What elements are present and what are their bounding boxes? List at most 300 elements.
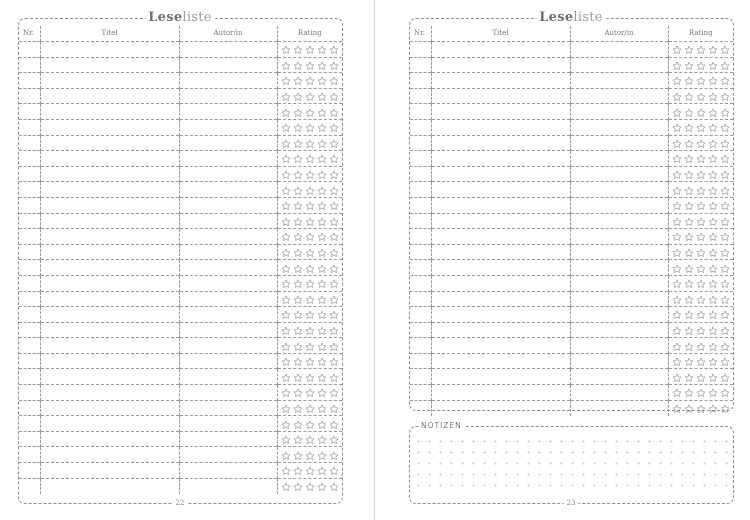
- title-cell[interactable]: [40, 260, 179, 276]
- title-cell[interactable]: [431, 182, 570, 198]
- star-icon[interactable]: [317, 186, 327, 196]
- star-icon[interactable]: [696, 154, 706, 164]
- nr-cell[interactable]: [410, 338, 431, 354]
- star-icon[interactable]: [281, 264, 291, 274]
- star-icon[interactable]: [281, 139, 291, 149]
- star-icon[interactable]: [317, 279, 327, 289]
- title-cell[interactable]: [431, 151, 570, 167]
- star-icon[interactable]: [281, 326, 291, 336]
- star-icon[interactable]: [696, 388, 706, 398]
- author-cell[interactable]: [570, 119, 668, 135]
- star-icon[interactable]: [305, 466, 315, 476]
- nr-cell[interactable]: [19, 416, 40, 432]
- star-icon[interactable]: [684, 295, 694, 305]
- star-icon[interactable]: [281, 482, 291, 492]
- title-cell[interactable]: [40, 307, 179, 323]
- author-cell[interactable]: [179, 416, 277, 432]
- author-cell[interactable]: [179, 104, 277, 120]
- star-icon[interactable]: [305, 186, 315, 196]
- nr-cell[interactable]: [19, 463, 40, 479]
- author-cell[interactable]: [179, 213, 277, 229]
- star-icon[interactable]: [672, 123, 682, 133]
- author-cell[interactable]: [179, 431, 277, 447]
- nr-cell[interactable]: [410, 151, 431, 167]
- nr-cell[interactable]: [410, 197, 431, 213]
- star-icon[interactable]: [696, 279, 706, 289]
- star-icon[interactable]: [720, 357, 730, 367]
- title-cell[interactable]: [431, 260, 570, 276]
- star-icon[interactable]: [305, 170, 315, 180]
- star-icon[interactable]: [696, 310, 706, 320]
- star-icon[interactable]: [720, 108, 730, 118]
- title-cell[interactable]: [431, 213, 570, 229]
- star-icon[interactable]: [329, 108, 339, 118]
- star-icon[interactable]: [329, 248, 339, 258]
- nr-cell[interactable]: [19, 447, 40, 463]
- nr-cell[interactable]: [410, 260, 431, 276]
- star-icon[interactable]: [281, 279, 291, 289]
- nr-cell[interactable]: [19, 57, 40, 73]
- star-icon[interactable]: [293, 201, 303, 211]
- nr-cell[interactable]: [19, 275, 40, 291]
- star-icon[interactable]: [329, 420, 339, 430]
- star-icon[interactable]: [672, 342, 682, 352]
- star-icon[interactable]: [305, 139, 315, 149]
- nr-cell[interactable]: [19, 88, 40, 104]
- title-cell[interactable]: [40, 369, 179, 385]
- star-icon[interactable]: [305, 342, 315, 352]
- title-cell[interactable]: [40, 338, 179, 354]
- nr-cell[interactable]: [410, 229, 431, 245]
- star-icon[interactable]: [720, 295, 730, 305]
- star-icon[interactable]: [720, 45, 730, 55]
- title-cell[interactable]: [40, 463, 179, 479]
- star-icon[interactable]: [696, 373, 706, 383]
- star-icon[interactable]: [672, 139, 682, 149]
- title-cell[interactable]: [40, 135, 179, 151]
- nr-cell[interactable]: [19, 182, 40, 198]
- star-icon[interactable]: [329, 295, 339, 305]
- title-cell[interactable]: [431, 57, 570, 73]
- star-icon[interactable]: [281, 123, 291, 133]
- star-icon[interactable]: [329, 342, 339, 352]
- star-icon[interactable]: [293, 154, 303, 164]
- star-icon[interactable]: [281, 201, 291, 211]
- star-icon[interactable]: [672, 295, 682, 305]
- star-icon[interactable]: [293, 108, 303, 118]
- star-icon[interactable]: [281, 92, 291, 102]
- star-icon[interactable]: [708, 154, 718, 164]
- nr-cell[interactable]: [19, 166, 40, 182]
- star-icon[interactable]: [293, 217, 303, 227]
- star-icon[interactable]: [672, 388, 682, 398]
- author-cell[interactable]: [179, 166, 277, 182]
- star-icon[interactable]: [317, 326, 327, 336]
- title-cell[interactable]: [40, 166, 179, 182]
- title-cell[interactable]: [431, 400, 570, 416]
- author-cell[interactable]: [570, 88, 668, 104]
- star-icon[interactable]: [708, 342, 718, 352]
- star-icon[interactable]: [720, 326, 730, 336]
- nr-cell[interactable]: [19, 431, 40, 447]
- star-icon[interactable]: [305, 45, 315, 55]
- star-icon[interactable]: [317, 139, 327, 149]
- star-icon[interactable]: [329, 61, 339, 71]
- author-cell[interactable]: [179, 229, 277, 245]
- title-cell[interactable]: [40, 229, 179, 245]
- nr-cell[interactable]: [19, 385, 40, 401]
- nr-cell[interactable]: [410, 307, 431, 323]
- title-cell[interactable]: [40, 291, 179, 307]
- author-cell[interactable]: [570, 57, 668, 73]
- star-icon[interactable]: [696, 108, 706, 118]
- star-icon[interactable]: [317, 154, 327, 164]
- star-icon[interactable]: [329, 435, 339, 445]
- star-icon[interactable]: [708, 404, 718, 414]
- star-icon[interactable]: [317, 248, 327, 258]
- star-icon[interactable]: [720, 388, 730, 398]
- star-icon[interactable]: [305, 201, 315, 211]
- title-cell[interactable]: [40, 182, 179, 198]
- star-icon[interactable]: [281, 388, 291, 398]
- star-icon[interactable]: [672, 154, 682, 164]
- star-icon[interactable]: [293, 123, 303, 133]
- star-icon[interactable]: [696, 248, 706, 258]
- star-icon[interactable]: [329, 404, 339, 414]
- star-icon[interactable]: [293, 466, 303, 476]
- star-icon[interactable]: [329, 388, 339, 398]
- nr-cell[interactable]: [19, 151, 40, 167]
- star-icon[interactable]: [329, 201, 339, 211]
- title-cell[interactable]: [431, 338, 570, 354]
- author-cell[interactable]: [570, 213, 668, 229]
- title-cell[interactable]: [40, 385, 179, 401]
- author-cell[interactable]: [179, 291, 277, 307]
- star-icon[interactable]: [329, 92, 339, 102]
- star-icon[interactable]: [708, 357, 718, 367]
- title-cell[interactable]: [40, 431, 179, 447]
- title-cell[interactable]: [40, 478, 179, 494]
- author-cell[interactable]: [179, 447, 277, 463]
- star-icon[interactable]: [708, 92, 718, 102]
- star-icon[interactable]: [720, 76, 730, 86]
- star-icon[interactable]: [317, 264, 327, 274]
- nr-cell[interactable]: [19, 322, 40, 338]
- star-icon[interactable]: [672, 201, 682, 211]
- title-cell[interactable]: [431, 166, 570, 182]
- title-cell[interactable]: [431, 244, 570, 260]
- nr-cell[interactable]: [19, 197, 40, 213]
- star-icon[interactable]: [684, 123, 694, 133]
- star-icon[interactable]: [684, 170, 694, 180]
- star-icon[interactable]: [329, 326, 339, 336]
- star-icon[interactable]: [672, 232, 682, 242]
- star-icon[interactable]: [293, 186, 303, 196]
- star-icon[interactable]: [684, 342, 694, 352]
- star-icon[interactable]: [281, 420, 291, 430]
- star-icon[interactable]: [317, 310, 327, 320]
- star-icon[interactable]: [708, 232, 718, 242]
- star-icon[interactable]: [281, 217, 291, 227]
- nr-cell[interactable]: [19, 119, 40, 135]
- author-cell[interactable]: [570, 229, 668, 245]
- star-icon[interactable]: [329, 357, 339, 367]
- star-icon[interactable]: [293, 357, 303, 367]
- author-cell[interactable]: [179, 42, 277, 58]
- title-cell[interactable]: [431, 385, 570, 401]
- title-cell[interactable]: [40, 88, 179, 104]
- star-icon[interactable]: [684, 404, 694, 414]
- star-icon[interactable]: [696, 342, 706, 352]
- author-cell[interactable]: [570, 400, 668, 416]
- nr-cell[interactable]: [19, 478, 40, 494]
- star-icon[interactable]: [708, 76, 718, 86]
- nr-cell[interactable]: [19, 135, 40, 151]
- nr-cell[interactable]: [410, 385, 431, 401]
- star-icon[interactable]: [696, 326, 706, 336]
- star-icon[interactable]: [720, 248, 730, 258]
- title-cell[interactable]: [40, 400, 179, 416]
- star-icon[interactable]: [684, 186, 694, 196]
- nr-cell[interactable]: [410, 182, 431, 198]
- nr-cell[interactable]: [19, 229, 40, 245]
- star-icon[interactable]: [696, 217, 706, 227]
- title-cell[interactable]: [431, 322, 570, 338]
- star-icon[interactable]: [684, 217, 694, 227]
- star-icon[interactable]: [684, 139, 694, 149]
- star-icon[interactable]: [281, 310, 291, 320]
- star-icon[interactable]: [329, 310, 339, 320]
- title-cell[interactable]: [40, 275, 179, 291]
- star-icon[interactable]: [696, 201, 706, 211]
- title-cell[interactable]: [431, 369, 570, 385]
- star-icon[interactable]: [708, 248, 718, 258]
- star-icon[interactable]: [684, 357, 694, 367]
- nr-cell[interactable]: [410, 400, 431, 416]
- nr-cell[interactable]: [410, 166, 431, 182]
- star-icon[interactable]: [305, 357, 315, 367]
- star-icon[interactable]: [281, 76, 291, 86]
- star-icon[interactable]: [708, 310, 718, 320]
- star-icon[interactable]: [672, 217, 682, 227]
- author-cell[interactable]: [179, 73, 277, 89]
- star-icon[interactable]: [720, 92, 730, 102]
- nr-cell[interactable]: [19, 307, 40, 323]
- star-icon[interactable]: [684, 326, 694, 336]
- star-icon[interactable]: [696, 232, 706, 242]
- star-icon[interactable]: [684, 45, 694, 55]
- nr-cell[interactable]: [19, 260, 40, 276]
- star-icon[interactable]: [720, 310, 730, 320]
- star-icon[interactable]: [684, 388, 694, 398]
- author-cell[interactable]: [179, 478, 277, 494]
- star-icon[interactable]: [317, 482, 327, 492]
- star-icon[interactable]: [696, 45, 706, 55]
- star-icon[interactable]: [317, 45, 327, 55]
- star-icon[interactable]: [708, 108, 718, 118]
- nr-cell[interactable]: [19, 353, 40, 369]
- star-icon[interactable]: [720, 201, 730, 211]
- star-icon[interactable]: [329, 170, 339, 180]
- author-cell[interactable]: [179, 307, 277, 323]
- nr-cell[interactable]: [410, 244, 431, 260]
- star-icon[interactable]: [281, 451, 291, 461]
- title-cell[interactable]: [40, 353, 179, 369]
- title-cell[interactable]: [431, 353, 570, 369]
- author-cell[interactable]: [570, 197, 668, 213]
- title-cell[interactable]: [431, 42, 570, 58]
- star-icon[interactable]: [684, 61, 694, 71]
- star-icon[interactable]: [281, 404, 291, 414]
- star-icon[interactable]: [672, 264, 682, 274]
- title-cell[interactable]: [431, 73, 570, 89]
- author-cell[interactable]: [179, 244, 277, 260]
- nr-cell[interactable]: [410, 135, 431, 151]
- star-icon[interactable]: [672, 108, 682, 118]
- title-cell[interactable]: [40, 213, 179, 229]
- star-icon[interactable]: [329, 482, 339, 492]
- star-icon[interactable]: [281, 232, 291, 242]
- nr-cell[interactable]: [410, 275, 431, 291]
- author-cell[interactable]: [179, 135, 277, 151]
- star-icon[interactable]: [684, 92, 694, 102]
- star-icon[interactable]: [696, 264, 706, 274]
- nr-cell[interactable]: [410, 353, 431, 369]
- nr-cell[interactable]: [410, 104, 431, 120]
- star-icon[interactable]: [329, 154, 339, 164]
- star-icon[interactable]: [305, 248, 315, 258]
- star-icon[interactable]: [293, 264, 303, 274]
- star-icon[interactable]: [305, 310, 315, 320]
- star-icon[interactable]: [281, 170, 291, 180]
- author-cell[interactable]: [179, 369, 277, 385]
- star-icon[interactable]: [329, 186, 339, 196]
- nr-cell[interactable]: [19, 244, 40, 260]
- star-icon[interactable]: [672, 310, 682, 320]
- star-icon[interactable]: [696, 170, 706, 180]
- star-icon[interactable]: [317, 92, 327, 102]
- nr-cell[interactable]: [410, 57, 431, 73]
- star-icon[interactable]: [293, 170, 303, 180]
- star-icon[interactable]: [305, 217, 315, 227]
- nr-cell[interactable]: [410, 42, 431, 58]
- star-icon[interactable]: [720, 279, 730, 289]
- author-cell[interactable]: [570, 104, 668, 120]
- star-icon[interactable]: [708, 201, 718, 211]
- star-icon[interactable]: [329, 264, 339, 274]
- star-icon[interactable]: [305, 373, 315, 383]
- nr-cell[interactable]: [19, 369, 40, 385]
- title-cell[interactable]: [431, 104, 570, 120]
- nr-cell[interactable]: [19, 73, 40, 89]
- star-icon[interactable]: [281, 435, 291, 445]
- author-cell[interactable]: [179, 151, 277, 167]
- author-cell[interactable]: [179, 400, 277, 416]
- author-cell[interactable]: [570, 275, 668, 291]
- star-icon[interactable]: [305, 451, 315, 461]
- star-icon[interactable]: [317, 295, 327, 305]
- star-icon[interactable]: [293, 295, 303, 305]
- star-icon[interactable]: [317, 466, 327, 476]
- star-icon[interactable]: [720, 139, 730, 149]
- star-icon[interactable]: [305, 264, 315, 274]
- star-icon[interactable]: [720, 170, 730, 180]
- star-icon[interactable]: [281, 154, 291, 164]
- star-icon[interactable]: [672, 92, 682, 102]
- star-icon[interactable]: [293, 435, 303, 445]
- star-icon[interactable]: [684, 264, 694, 274]
- star-icon[interactable]: [720, 404, 730, 414]
- nr-cell[interactable]: [19, 42, 40, 58]
- author-cell[interactable]: [179, 322, 277, 338]
- star-icon[interactable]: [329, 45, 339, 55]
- star-icon[interactable]: [305, 76, 315, 86]
- author-cell[interactable]: [179, 338, 277, 354]
- star-icon[interactable]: [281, 342, 291, 352]
- star-icon[interactable]: [317, 404, 327, 414]
- star-icon[interactable]: [720, 264, 730, 274]
- star-icon[interactable]: [305, 154, 315, 164]
- star-icon[interactable]: [293, 451, 303, 461]
- star-icon[interactable]: [720, 186, 730, 196]
- star-icon[interactable]: [293, 232, 303, 242]
- star-icon[interactable]: [305, 108, 315, 118]
- author-cell[interactable]: [179, 385, 277, 401]
- star-icon[interactable]: [696, 139, 706, 149]
- star-icon[interactable]: [720, 217, 730, 227]
- author-cell[interactable]: [179, 260, 277, 276]
- title-cell[interactable]: [40, 197, 179, 213]
- star-icon[interactable]: [293, 373, 303, 383]
- star-icon[interactable]: [672, 404, 682, 414]
- title-cell[interactable]: [40, 119, 179, 135]
- star-icon[interactable]: [305, 435, 315, 445]
- star-icon[interactable]: [305, 123, 315, 133]
- title-cell[interactable]: [431, 135, 570, 151]
- star-icon[interactable]: [672, 186, 682, 196]
- star-icon[interactable]: [293, 482, 303, 492]
- author-cell[interactable]: [179, 57, 277, 73]
- star-icon[interactable]: [708, 217, 718, 227]
- author-cell[interactable]: [179, 463, 277, 479]
- star-icon[interactable]: [329, 466, 339, 476]
- star-icon[interactable]: [305, 420, 315, 430]
- star-icon[interactable]: [305, 279, 315, 289]
- author-cell[interactable]: [570, 353, 668, 369]
- author-cell[interactable]: [570, 73, 668, 89]
- title-cell[interactable]: [40, 244, 179, 260]
- star-icon[interactable]: [696, 76, 706, 86]
- star-icon[interactable]: [317, 232, 327, 242]
- title-cell[interactable]: [40, 57, 179, 73]
- star-icon[interactable]: [708, 373, 718, 383]
- author-cell[interactable]: [179, 182, 277, 198]
- nr-cell[interactable]: [19, 104, 40, 120]
- star-icon[interactable]: [293, 76, 303, 86]
- star-icon[interactable]: [708, 295, 718, 305]
- title-cell[interactable]: [431, 197, 570, 213]
- star-icon[interactable]: [329, 279, 339, 289]
- author-cell[interactable]: [179, 197, 277, 213]
- title-cell[interactable]: [40, 42, 179, 58]
- title-cell[interactable]: [40, 104, 179, 120]
- star-icon[interactable]: [672, 170, 682, 180]
- star-icon[interactable]: [684, 201, 694, 211]
- nr-cell[interactable]: [410, 73, 431, 89]
- star-icon[interactable]: [293, 420, 303, 430]
- star-icon[interactable]: [317, 420, 327, 430]
- title-cell[interactable]: [431, 229, 570, 245]
